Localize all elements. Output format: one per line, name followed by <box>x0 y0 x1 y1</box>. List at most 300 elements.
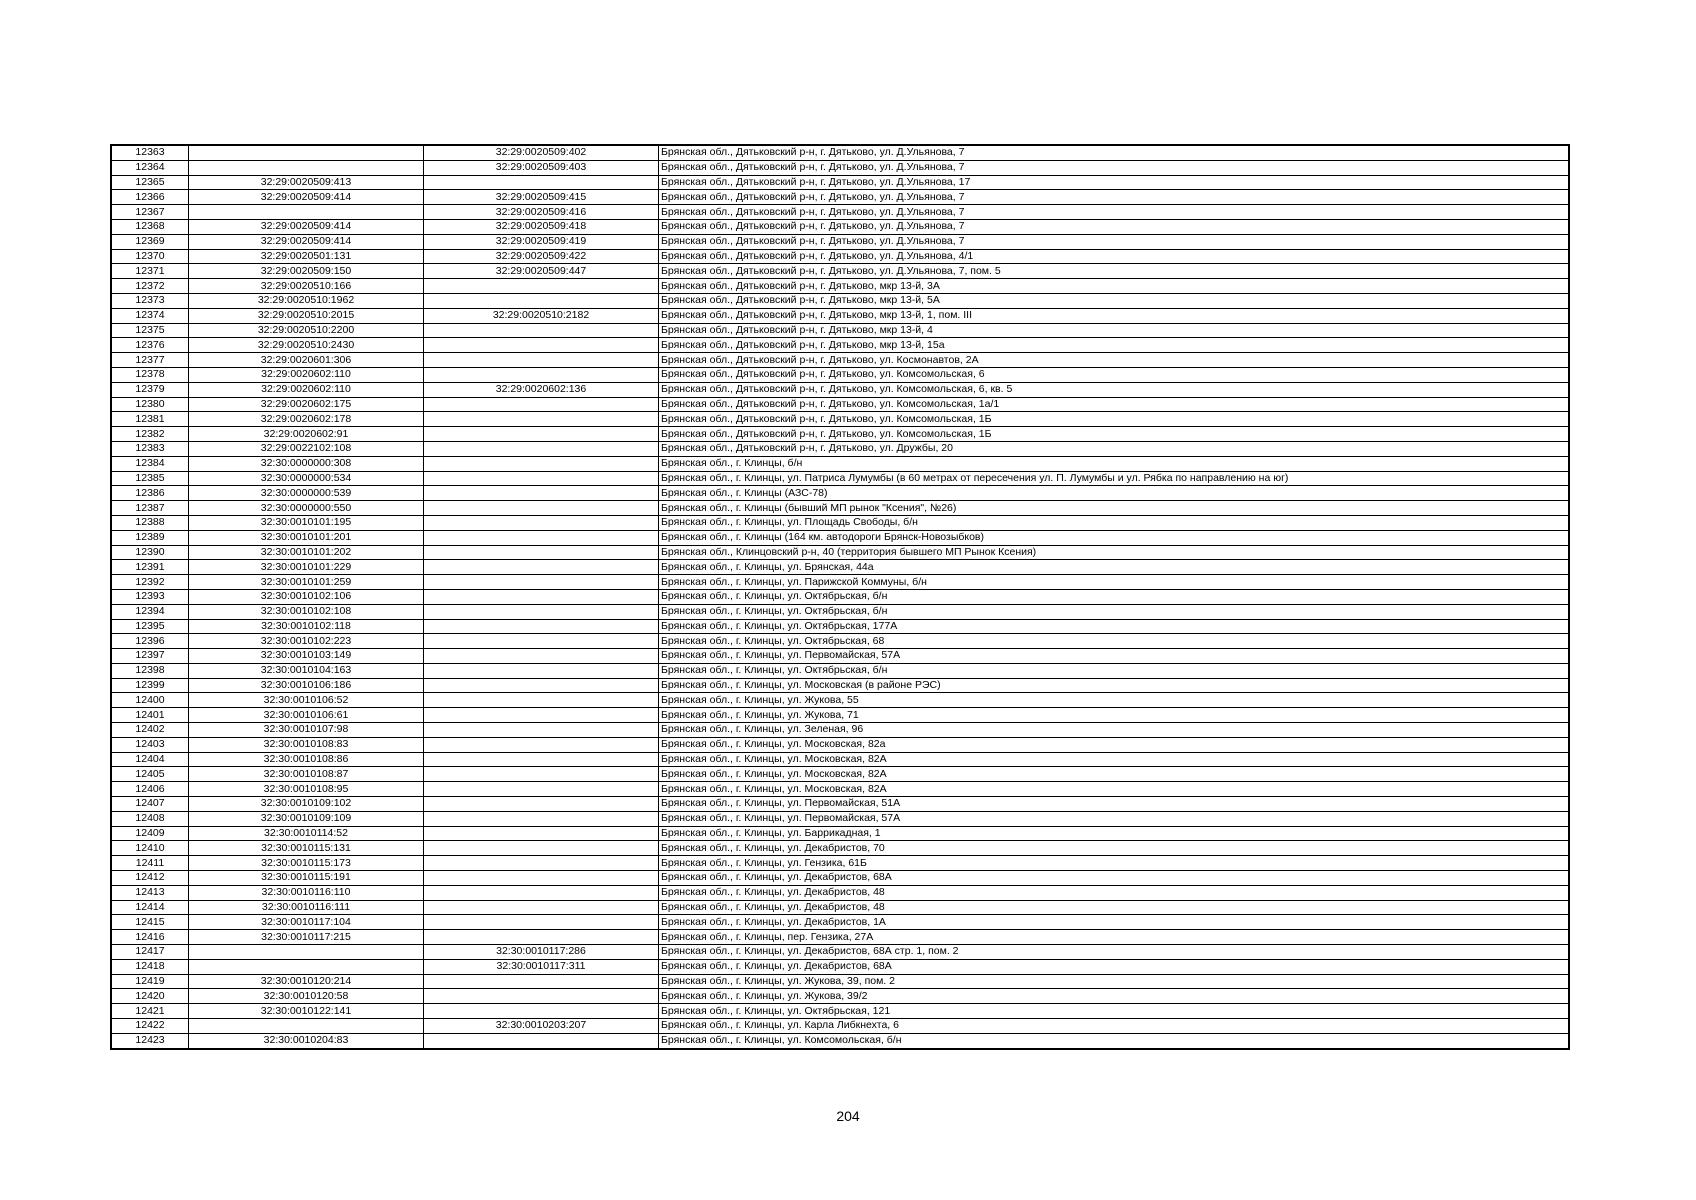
cadastral-number-cell: 32:29:0020602:110 <box>189 382 424 397</box>
address-cell: Брянская обл., г. Клинцы, ул. Декабристов, 48 <box>659 900 1570 915</box>
row-number-cell: 12384 <box>111 456 189 471</box>
cadastral-number-cell: 32:30:0010204:83 <box>189 1033 424 1048</box>
table-row <box>111 915 1569 930</box>
row-number-cell: 12378 <box>111 367 189 382</box>
address-cell: Брянская обл., Дятьковский р-н, г. Дятьково, ул. Д.Ульянова, 7 <box>659 234 1570 249</box>
address-cell: Брянская обл., г. Клинцы, ул. Московская, 82А <box>659 752 1570 767</box>
table-row <box>111 264 1569 279</box>
address-cell: Брянская обл., Дятьковский р-н, г. Дятьково, ул. Комсомольская, 6 <box>659 367 1570 382</box>
address-cell: Брянская обл., Дятьковский р-н, г. Дятьково, ул. Д.Ульянова, 7 <box>659 219 1570 234</box>
cadastral-number-cell: 32:30:0010108:86 <box>189 752 424 767</box>
row-number-cell: 12370 <box>111 249 189 264</box>
address-cell: Брянская обл., Дятьковский р-н, г. Дятьково, ул. Д.Ульянова, 7 <box>659 205 1570 220</box>
row-number-cell: 12368 <box>111 219 189 234</box>
table-row <box>111 308 1569 323</box>
cadastral-number-cell: 32:30:0010106:186 <box>189 678 424 693</box>
object-cadastral-number-cell: 32:29:0020509:419 <box>424 234 659 249</box>
address-cell: Брянская обл., Дятьковский р-н, г. Дятьково, ул. Комсомольская, 6, кв. 5 <box>659 382 1570 397</box>
cadastral-number-cell: 32:29:0020510:2015 <box>189 308 424 323</box>
row-number-cell: 12401 <box>111 708 189 723</box>
row-number-cell: 12377 <box>111 353 189 368</box>
address-cell: Брянская обл., г. Клинцы, ул. Октябрьская, 177А <box>659 619 1570 634</box>
row-number-cell: 12420 <box>111 989 189 1004</box>
object-cadastral-number-cell <box>424 575 659 590</box>
row-number-cell: 12422 <box>111 1019 189 1034</box>
cadastral-number-cell: 32:29:0020509:150 <box>189 264 424 279</box>
cadastral-number-cell: 32:29:0022102:108 <box>189 441 424 456</box>
row-number-cell: 12412 <box>111 871 189 886</box>
cadastral-number-cell: 32:30:0010120:58 <box>189 989 424 1004</box>
address-cell: Брянская обл., г. Клинцы, ул. Октябрьская, 68 <box>659 634 1570 649</box>
address-cell: Брянская обл., г. Клинцы, ул. Площадь Свободы, б/н <box>659 515 1570 530</box>
object-cadastral-number-cell <box>424 530 659 545</box>
object-cadastral-number-cell <box>424 752 659 767</box>
row-number-cell: 12375 <box>111 323 189 338</box>
address-cell: Брянская обл., г. Клинцы, ул. Октябрьская, б/н <box>659 604 1570 619</box>
row-number-cell: 12403 <box>111 737 189 752</box>
address-cell: Брянская обл., г. Клинцы, ул. Первомайская, 57А <box>659 649 1570 664</box>
cadastral-number-cell: 32:29:0020602:178 <box>189 412 424 427</box>
registry-table <box>110 144 1570 1050</box>
address-cell: Брянская обл., Дятьковский р-н, г. Дятьково, мкр 13-й, 1, пом. III <box>659 308 1570 323</box>
cadastral-number-cell <box>189 1019 424 1034</box>
row-number-cell: 12411 <box>111 856 189 871</box>
row-number-cell: 12364 <box>111 160 189 175</box>
row-number-cell: 12408 <box>111 811 189 826</box>
address-cell: Брянская обл., г. Клинцы, ул. Декабристов, 68А стр. 1, пом. 2 <box>659 945 1570 960</box>
table-row <box>111 323 1569 338</box>
address-cell: Брянская обл., Дятьковский р-н, г. Дятьково, ул. Д.Ульянова, 7 <box>659 190 1570 205</box>
object-cadastral-number-cell <box>424 560 659 575</box>
object-cadastral-number-cell <box>424 589 659 604</box>
object-cadastral-number-cell <box>424 989 659 1004</box>
table-row <box>111 589 1569 604</box>
object-cadastral-number-cell <box>424 515 659 530</box>
address-cell: Брянская обл., Клинцовский р-н, 40 (территория бывшего МП Рынок Ксения) <box>659 545 1570 560</box>
address-cell: Брянская обл., г. Клинцы, ул. Патриса Лумумбы (в 60 метрах от пересечения ул. П. Лумумбы и ул. Рябка по направлению на юг) <box>659 471 1570 486</box>
object-cadastral-number-cell <box>424 293 659 308</box>
table-row <box>111 959 1569 974</box>
object-cadastral-number-cell <box>424 900 659 915</box>
object-cadastral-number-cell <box>424 412 659 427</box>
cadastral-number-cell: 32:30:0010104:163 <box>189 663 424 678</box>
table-row <box>111 353 1569 368</box>
row-number-cell: 12371 <box>111 264 189 279</box>
cadastral-number-cell: 32:30:0010114:52 <box>189 826 424 841</box>
cadastral-number-cell: 32:30:0010120:214 <box>189 974 424 989</box>
object-cadastral-number-cell <box>424 486 659 501</box>
object-cadastral-number-cell: 32:29:0020509:415 <box>424 190 659 205</box>
cadastral-number-cell: 32:30:0010106:61 <box>189 708 424 723</box>
cadastral-number-cell: 32:30:0000000:308 <box>189 456 424 471</box>
address-cell: Брянская обл., г. Клинцы (бывший МП рынок "Ксения", №26) <box>659 501 1570 516</box>
row-number-cell: 12400 <box>111 693 189 708</box>
table-row <box>111 545 1569 560</box>
table-row <box>111 900 1569 915</box>
table-row <box>111 279 1569 294</box>
row-number-cell: 12366 <box>111 190 189 205</box>
address-cell: Брянская обл., Дятьковский р-н, г. Дятьково, ул. Космонавтов, 2А <box>659 353 1570 368</box>
row-number-cell: 12363 <box>111 145 189 160</box>
row-number-cell: 12387 <box>111 501 189 516</box>
table-row <box>111 767 1569 782</box>
object-cadastral-number-cell <box>424 782 659 797</box>
cadastral-number-cell: 32:30:0010122:141 <box>189 1004 424 1019</box>
cadastral-number-cell: 32:29:0020602:91 <box>189 427 424 442</box>
row-number-cell: 12394 <box>111 604 189 619</box>
object-cadastral-number-cell <box>424 634 659 649</box>
table-row <box>111 708 1569 723</box>
cadastral-number-cell: 32:29:0020509:414 <box>189 190 424 205</box>
row-number-cell: 12402 <box>111 723 189 738</box>
cadastral-number-cell: 32:30:0010108:83 <box>189 737 424 752</box>
table-row <box>111 1019 1569 1034</box>
cadastral-number-cell: 32:30:0010115:131 <box>189 841 424 856</box>
table-row <box>111 649 1569 664</box>
cadastral-number-cell: 32:29:0020509:414 <box>189 234 424 249</box>
cadastral-number-cell: 32:30:0010101:195 <box>189 515 424 530</box>
table-row <box>111 249 1569 264</box>
cadastral-number-cell: 32:29:0020510:166 <box>189 279 424 294</box>
table-row <box>111 885 1569 900</box>
table-row <box>111 678 1569 693</box>
cadastral-number-cell: 32:30:0010115:191 <box>189 871 424 886</box>
address-cell: Брянская обл., г. Клинцы, ул. Первомайская, 57А <box>659 811 1570 826</box>
object-cadastral-number-cell <box>424 708 659 723</box>
address-cell: Брянская обл., г. Клинцы, ул. Гензика, 61Б <box>659 856 1570 871</box>
row-number-cell: 12390 <box>111 545 189 560</box>
object-cadastral-number-cell: 32:29:0020509:403 <box>424 160 659 175</box>
address-cell: Брянская обл., Дятьковский р-н, г. Дятьково, мкр 13-й, 15а <box>659 338 1570 353</box>
table-row <box>111 501 1569 516</box>
table-row <box>111 974 1569 989</box>
cadastral-number-cell: 32:29:0020510:2200 <box>189 323 424 338</box>
cadastral-number-cell: 32:29:0020509:413 <box>189 175 424 190</box>
cadastral-number-cell: 32:30:0010115:173 <box>189 856 424 871</box>
object-cadastral-number-cell <box>424 871 659 886</box>
row-number-cell: 12399 <box>111 678 189 693</box>
row-number-cell: 12415 <box>111 915 189 930</box>
table-row <box>111 871 1569 886</box>
address-cell: Брянская обл., г. Клинцы, ул. Октябрьская, 121 <box>659 1004 1570 1019</box>
address-cell: Брянская обл., г. Клинцы, пер. Гензика, 27А <box>659 930 1570 945</box>
table-row <box>111 1033 1569 1048</box>
object-cadastral-number-cell: 32:30:0010117:311 <box>424 959 659 974</box>
row-number-cell: 12372 <box>111 279 189 294</box>
address-cell: Брянская обл., Дятьковский р-н, г. Дятьково, ул. Комсомольская, 1Б <box>659 412 1570 427</box>
row-number-cell: 12381 <box>111 412 189 427</box>
address-cell: Брянская обл., Дятьковский р-н, г. Дятьково, ул. Д.Ульянова, 7 <box>659 160 1570 175</box>
row-number-cell: 12383 <box>111 441 189 456</box>
object-cadastral-number-cell <box>424 323 659 338</box>
cadastral-number-cell: 32:30:0000000:550 <box>189 501 424 516</box>
row-number-cell: 12369 <box>111 234 189 249</box>
table-row <box>111 471 1569 486</box>
address-cell: Брянская обл., г. Клинцы, ул. Парижской Коммуны, б/н <box>659 575 1570 590</box>
row-number-cell: 12405 <box>111 767 189 782</box>
address-cell: Брянская обл., г. Клинцы, ул. Брянская, 44а <box>659 560 1570 575</box>
table-row <box>111 811 1569 826</box>
object-cadastral-number-cell <box>424 856 659 871</box>
object-cadastral-number-cell <box>424 885 659 900</box>
row-number-cell: 12391 <box>111 560 189 575</box>
page-number: 204 <box>836 1108 860 1124</box>
object-cadastral-number-cell <box>424 811 659 826</box>
object-cadastral-number-cell <box>424 693 659 708</box>
object-cadastral-number-cell: 32:29:0020510:2182 <box>424 308 659 323</box>
cadastral-number-cell: 32:29:0020510:1962 <box>189 293 424 308</box>
row-number-cell: 12393 <box>111 589 189 604</box>
cadastral-number-cell: 32:29:0020602:110 <box>189 367 424 382</box>
row-number-cell: 12382 <box>111 427 189 442</box>
table-row <box>111 515 1569 530</box>
address-cell: Брянская обл., Дятьковский р-н, г. Дятьково, мкр 13-й, 3А <box>659 279 1570 294</box>
object-cadastral-number-cell <box>424 604 659 619</box>
address-cell: Брянская обл., Дятьковский р-н, г. Дятьково, мкр 13-й, 4 <box>659 323 1570 338</box>
address-cell: Брянская обл., Дятьковский р-н, г. Дятьково, ул. Комсомольская, 1а/1 <box>659 397 1570 412</box>
row-number-cell: 12392 <box>111 575 189 590</box>
cadastral-number-cell: 32:29:0020509:414 <box>189 219 424 234</box>
object-cadastral-number-cell: 32:29:0020509:418 <box>424 219 659 234</box>
cadastral-number-cell: 32:29:0020510:2430 <box>189 338 424 353</box>
object-cadastral-number-cell: 32:30:0010203:207 <box>424 1019 659 1034</box>
object-cadastral-number-cell <box>424 456 659 471</box>
row-number-cell: 12406 <box>111 782 189 797</box>
table-row <box>111 841 1569 856</box>
cadastral-number-cell: 32:30:0010117:215 <box>189 930 424 945</box>
table-row <box>111 752 1569 767</box>
object-cadastral-number-cell <box>424 367 659 382</box>
table-row <box>111 234 1569 249</box>
object-cadastral-number-cell <box>424 279 659 294</box>
cadastral-number-cell: 32:30:0010109:102 <box>189 797 424 812</box>
table-row <box>111 663 1569 678</box>
address-cell: Брянская обл., г. Клинцы, ул. Жукова, 71 <box>659 708 1570 723</box>
cadastral-number-cell: 32:29:0020602:175 <box>189 397 424 412</box>
table-row <box>111 560 1569 575</box>
table-row <box>111 989 1569 1004</box>
address-cell: Брянская обл., Дятьковский р-н, г. Дятьково, ул. Д.Ульянова, 17 <box>659 175 1570 190</box>
cadastral-number-cell <box>189 160 424 175</box>
table-row <box>111 412 1569 427</box>
address-cell: Брянская обл., Дятьковский р-н, г. Дятьково, ул. Д.Ульянова, 4/1 <box>659 249 1570 264</box>
address-cell: Брянская обл., Дятьковский р-н, г. Дятьково, ул. Д.Ульянова, 7, пом. 5 <box>659 264 1570 279</box>
table-row <box>111 293 1569 308</box>
object-cadastral-number-cell <box>424 545 659 560</box>
object-cadastral-number-cell <box>424 797 659 812</box>
table-row <box>111 456 1569 471</box>
address-cell: Брянская обл., г. Клинцы, ул. Московская, 82а <box>659 737 1570 752</box>
object-cadastral-number-cell: 32:29:0020509:422 <box>424 249 659 264</box>
cadastral-number-cell: 32:30:0010102:118 <box>189 619 424 634</box>
cadastral-number-cell: 32:30:0010102:106 <box>189 589 424 604</box>
row-number-cell: 12398 <box>111 663 189 678</box>
row-number-cell: 12407 <box>111 797 189 812</box>
address-cell: Брянская обл., г. Клинцы (АЗС-78) <box>659 486 1570 501</box>
object-cadastral-number-cell: 32:30:0010117:286 <box>424 945 659 960</box>
row-number-cell: 12418 <box>111 959 189 974</box>
address-cell: Брянская обл., г. Клинцы, б/н <box>659 456 1570 471</box>
object-cadastral-number-cell: 32:29:0020602:136 <box>424 382 659 397</box>
table-row <box>111 826 1569 841</box>
object-cadastral-number-cell <box>424 441 659 456</box>
address-cell: Брянская обл., г. Клинцы, ул. Декабристов, 68А <box>659 959 1570 974</box>
object-cadastral-number-cell <box>424 915 659 930</box>
object-cadastral-number-cell <box>424 930 659 945</box>
row-number-cell: 12413 <box>111 885 189 900</box>
table-row <box>111 160 1569 175</box>
table-row <box>111 427 1569 442</box>
address-cell: Брянская обл., г. Клинцы, ул. Декабристов, 1А <box>659 915 1570 930</box>
address-cell: Брянская обл., г. Клинцы, ул. Первомайская, 51А <box>659 797 1570 812</box>
row-number-cell: 12410 <box>111 841 189 856</box>
cadastral-number-cell: 32:30:0000000:539 <box>189 486 424 501</box>
cadastral-number-cell: 32:30:0010106:52 <box>189 693 424 708</box>
table-row <box>111 737 1569 752</box>
row-number-cell: 12376 <box>111 338 189 353</box>
cadastral-number-cell: 32:30:0010107:98 <box>189 723 424 738</box>
object-cadastral-number-cell <box>424 974 659 989</box>
cadastral-number-cell: 32:30:0010116:111 <box>189 900 424 915</box>
cadastral-number-cell: 32:30:0010101:259 <box>189 575 424 590</box>
table-row <box>111 190 1569 205</box>
table-row <box>111 693 1569 708</box>
row-number-cell: 12416 <box>111 930 189 945</box>
table-row <box>111 338 1569 353</box>
row-number-cell: 12386 <box>111 486 189 501</box>
object-cadastral-number-cell <box>424 175 659 190</box>
object-cadastral-number-cell <box>424 397 659 412</box>
row-number-cell: 12374 <box>111 308 189 323</box>
cadastral-number-cell: 32:30:0010102:223 <box>189 634 424 649</box>
row-number-cell: 12373 <box>111 293 189 308</box>
address-cell: Брянская обл., г. Клинцы, ул. Карла Либкнехта, 6 <box>659 1019 1570 1034</box>
address-cell: Брянская обл., г. Клинцы, ул. Жукова, 39/2 <box>659 989 1570 1004</box>
row-number-cell: 12379 <box>111 382 189 397</box>
object-cadastral-number-cell <box>424 338 659 353</box>
object-cadastral-number-cell <box>424 767 659 782</box>
table-row <box>111 856 1569 871</box>
cadastral-number-cell: 32:29:0020501:131 <box>189 249 424 264</box>
table-row <box>111 604 1569 619</box>
table-row <box>111 382 1569 397</box>
object-cadastral-number-cell <box>424 841 659 856</box>
table-row <box>111 575 1569 590</box>
row-number-cell: 12365 <box>111 175 189 190</box>
table-row <box>111 530 1569 545</box>
address-cell: Брянская обл., г. Клинцы, ул. Декабристов, 70 <box>659 841 1570 856</box>
object-cadastral-number-cell <box>424 501 659 516</box>
table-row <box>111 930 1569 945</box>
object-cadastral-number-cell <box>424 649 659 664</box>
row-number-cell: 12396 <box>111 634 189 649</box>
table-row <box>111 782 1569 797</box>
cadastral-number-cell: 32:30:0000000:534 <box>189 471 424 486</box>
row-number-cell: 12385 <box>111 471 189 486</box>
table-row <box>111 367 1569 382</box>
row-number-cell: 12417 <box>111 945 189 960</box>
cadastral-number-cell <box>189 205 424 220</box>
object-cadastral-number-cell: 32:29:0020509:416 <box>424 205 659 220</box>
address-cell: Брянская обл., г. Клинцы, ул. Московская, 82А <box>659 782 1570 797</box>
row-number-cell: 12404 <box>111 752 189 767</box>
row-number-cell: 12380 <box>111 397 189 412</box>
address-cell: Брянская обл., г. Клинцы, ул. Октябрьская, б/н <box>659 589 1570 604</box>
address-cell: Брянская обл., г. Клинцы, ул. Московская (в районе РЭС) <box>659 678 1570 693</box>
table-row <box>111 634 1569 649</box>
object-cadastral-number-cell <box>424 427 659 442</box>
cadastral-number-cell: 32:30:0010116:110 <box>189 885 424 900</box>
table-row <box>111 1004 1569 1019</box>
address-cell: Брянская обл., г. Клинцы, ул. Зеленая, 96 <box>659 723 1570 738</box>
cadastral-number-cell: 32:30:0010101:201 <box>189 530 424 545</box>
address-cell: Брянская обл., Дятьковский р-н, г. Дятьково, мкр 13-й, 5А <box>659 293 1570 308</box>
cadastral-number-cell: 32:30:0010117:104 <box>189 915 424 930</box>
address-cell: Брянская обл., Дятьковский р-н, г. Дятьково, ул. Д.Ульянова, 7 <box>659 145 1570 160</box>
object-cadastral-number-cell <box>424 723 659 738</box>
object-cadastral-number-cell <box>424 1004 659 1019</box>
cadastral-number-cell: 32:29:0020601:306 <box>189 353 424 368</box>
row-number-cell: 12388 <box>111 515 189 530</box>
row-number-cell: 12414 <box>111 900 189 915</box>
object-cadastral-number-cell <box>424 1033 659 1048</box>
cadastral-number-cell <box>189 959 424 974</box>
table-row <box>111 797 1569 812</box>
cadastral-number-cell: 32:30:0010103:149 <box>189 649 424 664</box>
object-cadastral-number-cell <box>424 619 659 634</box>
address-cell: Брянская обл., г. Клинцы, ул. Жукова, 39, пом. 2 <box>659 974 1570 989</box>
table-row <box>111 945 1569 960</box>
object-cadastral-number-cell: 32:29:0020509:402 <box>424 145 659 160</box>
row-number-cell: 12419 <box>111 974 189 989</box>
registry-table-body <box>111 145 1569 1049</box>
address-cell: Брянская обл., г. Клинцы, ул. Баррикадная, 1 <box>659 826 1570 841</box>
cadastral-number-cell <box>189 145 424 160</box>
cadastral-number-cell: 32:30:0010108:95 <box>189 782 424 797</box>
cadastral-number-cell: 32:30:0010101:202 <box>189 545 424 560</box>
cadastral-number-cell: 32:30:0010102:108 <box>189 604 424 619</box>
row-number-cell: 12409 <box>111 826 189 841</box>
table-row <box>111 219 1569 234</box>
row-number-cell: 12397 <box>111 649 189 664</box>
address-cell: Брянская обл., г. Клинцы, ул. Октябрьская, б/н <box>659 663 1570 678</box>
object-cadastral-number-cell <box>424 353 659 368</box>
table-row <box>111 145 1569 160</box>
address-cell: Брянская обл., Дятьковский р-н, г. Дятьково, ул. Дружбы, 20 <box>659 441 1570 456</box>
object-cadastral-number-cell: 32:29:0020509:447 <box>424 264 659 279</box>
row-number-cell: 12367 <box>111 205 189 220</box>
row-number-cell: 12421 <box>111 1004 189 1019</box>
table-row <box>111 205 1569 220</box>
address-cell: Брянская обл., г. Клинцы (164 км. автодороги Брянск-Новозыбков) <box>659 530 1570 545</box>
object-cadastral-number-cell <box>424 663 659 678</box>
table-row <box>111 486 1569 501</box>
address-cell: Брянская обл., г. Клинцы, ул. Московская, 82А <box>659 767 1570 782</box>
table-row <box>111 723 1569 738</box>
object-cadastral-number-cell <box>424 737 659 752</box>
object-cadastral-number-cell <box>424 471 659 486</box>
row-number-cell: 12423 <box>111 1033 189 1048</box>
address-cell: Брянская обл., г. Клинцы, ул. Декабристов, 48 <box>659 885 1570 900</box>
table-row <box>111 441 1569 456</box>
object-cadastral-number-cell <box>424 678 659 693</box>
address-cell: Брянская обл., г. Клинцы, ул. Комсомольская, б/н <box>659 1033 1570 1048</box>
cadastral-number-cell: 32:30:0010108:87 <box>189 767 424 782</box>
row-number-cell: 12389 <box>111 530 189 545</box>
row-number-cell: 12395 <box>111 619 189 634</box>
table-row <box>111 175 1569 190</box>
cadastral-number-cell: 32:30:0010101:229 <box>189 560 424 575</box>
